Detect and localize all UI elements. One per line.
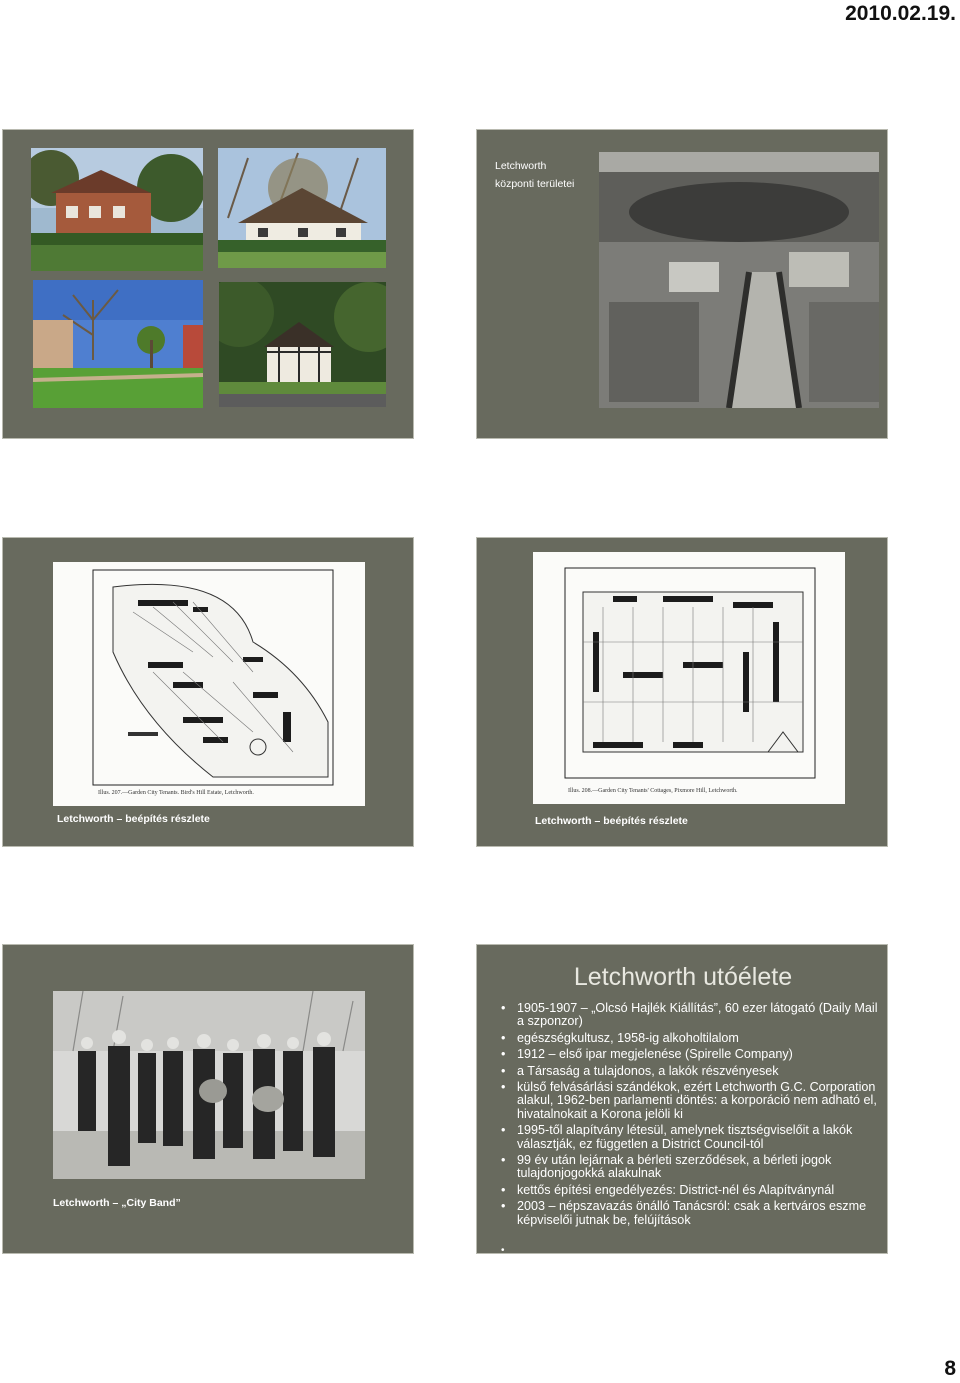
slide-caption: Letchworth – beépítés részlete bbox=[535, 815, 688, 827]
bullet-item: • 1905-1907 – „Olcsó Hajlék Kiállítás”, 60 ezer látogató (Daily Mail a szponzor) bbox=[501, 1002, 881, 1029]
slide-site-plan-2 bbox=[476, 537, 888, 847]
city-band-photo bbox=[53, 991, 365, 1179]
house-photo-2 bbox=[218, 148, 386, 268]
bullet-item: • egészségkultusz, 1958-ig alkoholtilalom bbox=[501, 1032, 881, 1045]
slide-aerial bbox=[476, 129, 888, 439]
aerial-photo bbox=[599, 152, 879, 408]
svg-text:Illus. 208.—Garden City Tenant: Illus. 208.—Garden City Tenants' Cottages, Pixmore Hill, Letchworth. bbox=[568, 788, 738, 794]
house-photo-1 bbox=[31, 148, 203, 271]
slide-caption-line2: központi területei bbox=[495, 178, 575, 190]
svg-text:Illus. 207.—Garden City Tenant: Illus. 207.—Garden City Tenants. Bird's Hill Estate, Letchworth. bbox=[98, 790, 254, 796]
site-plan-drawing bbox=[533, 552, 845, 804]
site-plan-drawing bbox=[53, 562, 365, 806]
trailing-bullet: • bbox=[501, 1245, 505, 1256]
slide-caption: Letchworth – beépítés részlete bbox=[57, 813, 210, 825]
bullet-item: • 2003 – népszavazás önálló Tanácsról: csak a kertváros eszme képviselői jutnak be, felújítások bbox=[501, 1200, 881, 1227]
slide-caption-line1: Letchworth bbox=[495, 160, 547, 172]
page-date: 2010.02.19. bbox=[845, 2, 956, 25]
bullet-item: • 99 év után lejárnak a bérleti szerződések, a bérleti jogok tulajdonjogokká alakulnak bbox=[501, 1154, 881, 1181]
slide-afterlife bbox=[476, 944, 888, 1254]
slide-site-plan-1 bbox=[2, 537, 414, 847]
bullet-item: • külső felvásárlási szándékok, ezért Letchworth G.C. Corporation alakul, 1962-ben parlamenti döntés: a korporáció nem adható el, hivatalnokait a Korona jelöli ki bbox=[501, 1081, 881, 1121]
bullet-item: • kettős építési engedélyezés: District-nél és Alapítványnál bbox=[501, 1184, 881, 1197]
page-number: 8 bbox=[944, 1357, 956, 1380]
house-photo-4 bbox=[219, 282, 386, 407]
slide-city-band bbox=[2, 944, 414, 1254]
slide-houses bbox=[2, 129, 414, 439]
slide-title: Letchworth utóélete bbox=[573, 963, 793, 991]
house-photo-3 bbox=[33, 280, 203, 408]
slide-caption: Letchworth – „City Band” bbox=[53, 1197, 181, 1209]
bullet-item: • a Társaság a tulajdonos, a lakók részvényesek bbox=[501, 1065, 881, 1078]
bullet-list bbox=[501, 1002, 881, 1230]
bullet-item: • 1995-től alapítvány létesül, amelynek tisztségviselőit a lakók választják, ez független a District Council-tól bbox=[501, 1124, 881, 1151]
bullet-item: • 1912 – első ipar megjelenése (Spirelle Company) bbox=[501, 1048, 881, 1061]
